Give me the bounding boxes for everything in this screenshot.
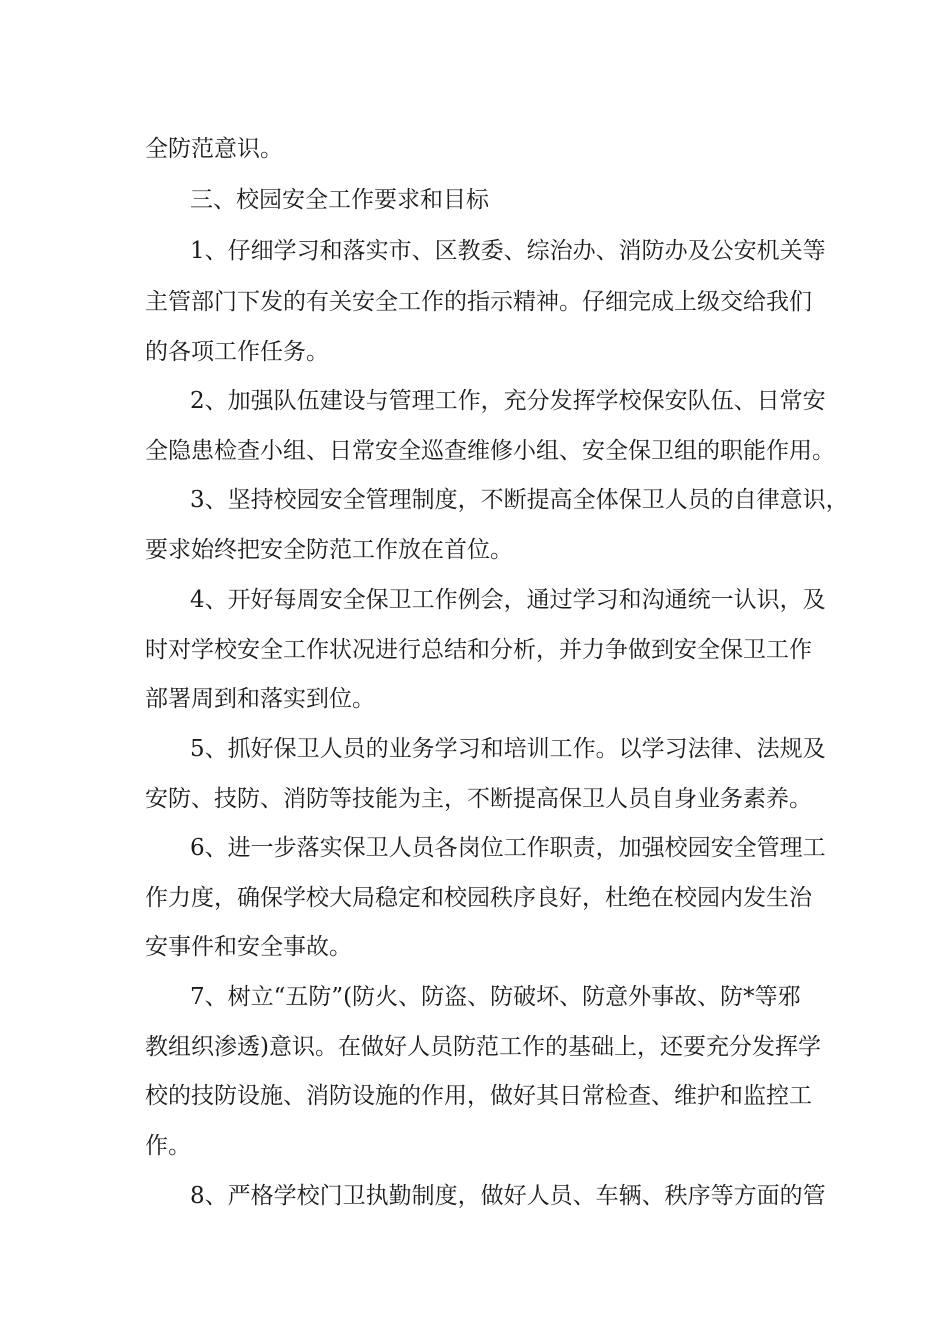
text-line: 5、抓好保卫人员的业务学习和培训工作。以学习法律、法规及 (190, 736, 826, 762)
section-heading: 三、校园安全工作要求和目标 (190, 187, 489, 213)
text-line: 时对学校安全工作状况进行总结和分析，并力争做到安全保卫工作 (145, 637, 812, 663)
text-line: 安事件和安全事故。 (145, 934, 352, 960)
text-line: 的各项工作任务。 (145, 339, 329, 365)
text-line: 1、仔细学习和落实市、区教委、综治办、消防办及公安机关等 (190, 238, 826, 264)
text-line: 8、严格学校门卫执勤制度，做好人员、车辆、秩序等方面的管 (190, 1183, 826, 1209)
text-line: 主管部门下发的有关安全工作的指示精神。仔细完成上级交给我们 (145, 289, 812, 315)
text-line: 3、坚持校园安全管理制度，不断提高全体保卫人员的自律意识， (190, 487, 849, 513)
text-line: 作。 (145, 1133, 191, 1159)
text-line: 教组织渗透)意识。在做好人员防范工作的基础上，还要充分发挥学 (145, 1034, 821, 1060)
text-line: 校的技防设施、消防设施的作用，做好其日常检查、维护和监控工 (145, 1083, 812, 1109)
text-line: 安防、技防、消防等技能为主，不断提高保卫人员自身业务素养。 (145, 786, 812, 812)
text-line: 部署周到和落实到位。 (145, 686, 375, 712)
text-line: 4、开好每周安全保卫工作例会，通过学习和沟通统一认识，及 (190, 587, 826, 613)
text-line: 要求始终把安全防范工作放在首位。 (145, 537, 513, 563)
text-line: 7、树立“五防”(防火、防盗、防破坏、防意外事故、防*等邪 (190, 984, 801, 1010)
text-line: 作力度，确保学校大局稳定和校园秩序良好，杜绝在校园内发生治 (145, 885, 812, 911)
text-line: 全隐患检查小组、日常安全巡查维修小组、安全保卫组的职能作用。 (145, 438, 835, 464)
text-line: 6、进一步落实保卫人员各岗位工作职责，加强校园安全管理工 (190, 835, 826, 861)
text-line: 全防范意识。 (145, 136, 283, 162)
text-line: 2、加强队伍建设与管理工作，充分发挥学校保安队伍、日常安 (190, 388, 826, 414)
